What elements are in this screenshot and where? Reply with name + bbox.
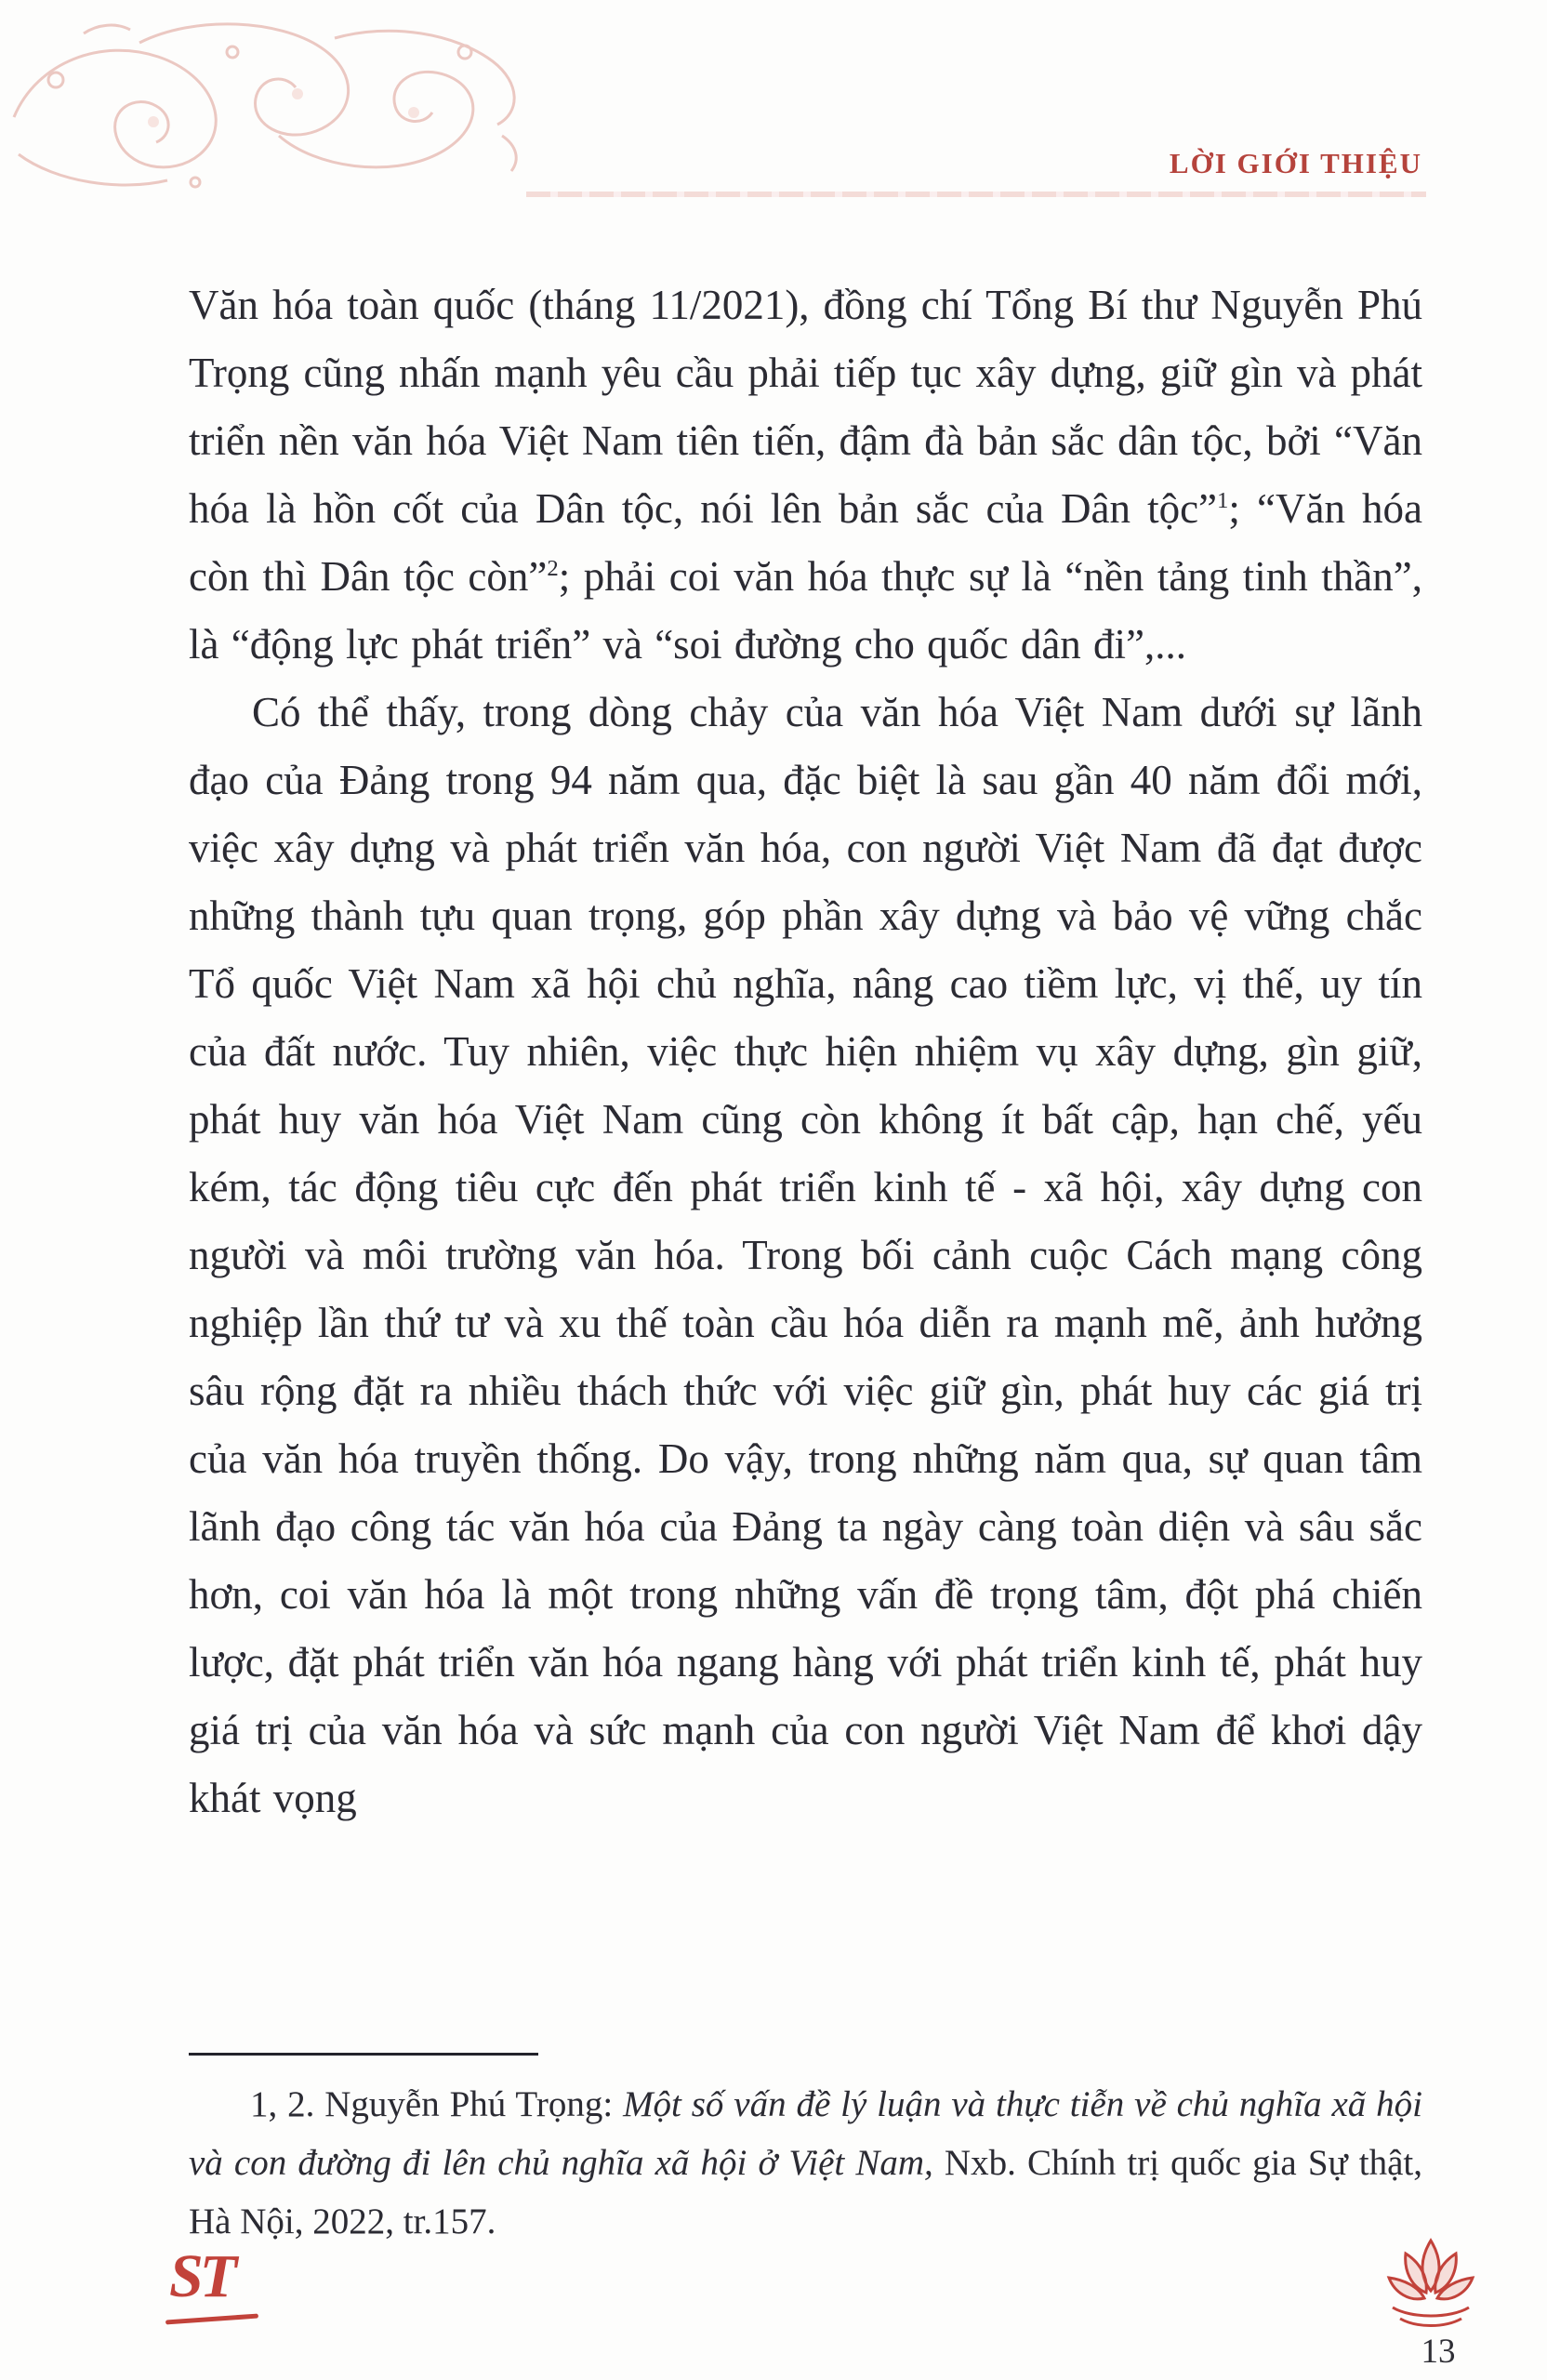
footnote-marker-2: 2 <box>547 556 559 581</box>
body-text-block <box>189 271 1422 1832</box>
footnote-suffix: Nxb. Chính trị quốc gia Sự thật, Hà Nội, 2022, tr.157. <box>189 2143 1422 2241</box>
footnote-text <box>189 2075 1422 2251</box>
paragraph-text: Văn hóa toàn quốc (tháng 11/2021), đồng chí Tổng Bí thư Nguyễn Phú Trọng cũng nhấn mạnh yêu cầu phải tiếp tục xây dựng, giữ gìn và phát triển nền văn hóa Việt Nam tiên tiến, đậm đà bản sắc dân tộc, bởi “Văn hóa là hồn cốt của Dân tộc, nói lên bản sắc của Dân tộc” <box>189 282 1422 532</box>
publisher-logo-underline <box>165 2314 258 2325</box>
running-head: LỜI GIỚI THIỆU <box>1169 147 1422 179</box>
footnote-separator-rule <box>189 2053 538 2056</box>
body-paragraph-2: Có thể thấy, trong dòng chảy của văn hóa Việt Nam dưới sự lãnh đạo của Đảng trong 94 năm qua, đặc biệt là sau gần 40 năm đổi mới, việc xây dựng và phát triển văn hóa, con người Việt Nam đã đạt được những thành tựu quan trọng, góp phần xây dựng và bảo vệ vững chắc Tổ quốc Việt Nam xã hội chủ nghĩa, nâng cao tiềm lực, vị thế, uy tín của đất nước. Tuy nhiên, việc thực hiện nhiệm vụ xây dựng, gìn giữ, phát huy văn hóa Việt Nam cũng còn không ít bất cập, hạn chế, yếu kém, tác động tiêu cực đến phát triển kinh tế - xã hội, xây dựng con người và môi trường văn hóa. Trong bối cảnh cuộc Cách mạng công nghiệp lần thứ tư và xu thế toàn cầu hóa diễn ra mạnh mẽ, ảnh hưởng sâu rộng đặt ra nhiều thách thức với việc giữ gìn, phát huy các giá trị của văn hóa truyền thống. Do vậy, trong những năm qua, sự quan tâm lãnh đạo công tác văn hóa của Đảng ta ngày càng toàn diện và sâu sắc hơn, coi văn hóa là một trong những vấn đề trọng tâm, đột phá chiến lược, đặt phát triển văn hóa ngang hàng với phát triển kinh tế, phát huy giá trị của văn hóa và sức mạnh của con người Việt Nam để khơi dậy khát vọng <box>189 689 1422 1821</box>
footnote-prefix: 1, 2. Nguyễn Phú Trọng: <box>250 2084 624 2124</box>
paragraph-text: ; phải coi văn hóa thực sự là “nền tảng tinh thần”, là “động lực phát triển” và “soi đường cho quốc dân đi”,... <box>189 553 1422 668</box>
footnote-book-title: Một số vấn đề lý luận và thực tiễn về chủ nghĩa xã hội và con đường đi lên chủ nghĩa xã hội ở Việt Nam, <box>189 2084 1422 2183</box>
lotus-icon <box>1380 2229 1482 2334</box>
header-rule <box>526 192 1426 197</box>
dragon-ornament-icon <box>0 6 549 201</box>
paragraph-text: ; “Văn hóa còn thì Dân tộc còn” <box>189 485 1423 600</box>
body-paragraph-1 <box>189 271 1422 679</box>
footnote-marker-1: 1 <box>1217 488 1229 513</box>
page-number: 13 <box>1421 2333 1456 2371</box>
publisher-logo: ST <box>169 2242 234 2310</box>
